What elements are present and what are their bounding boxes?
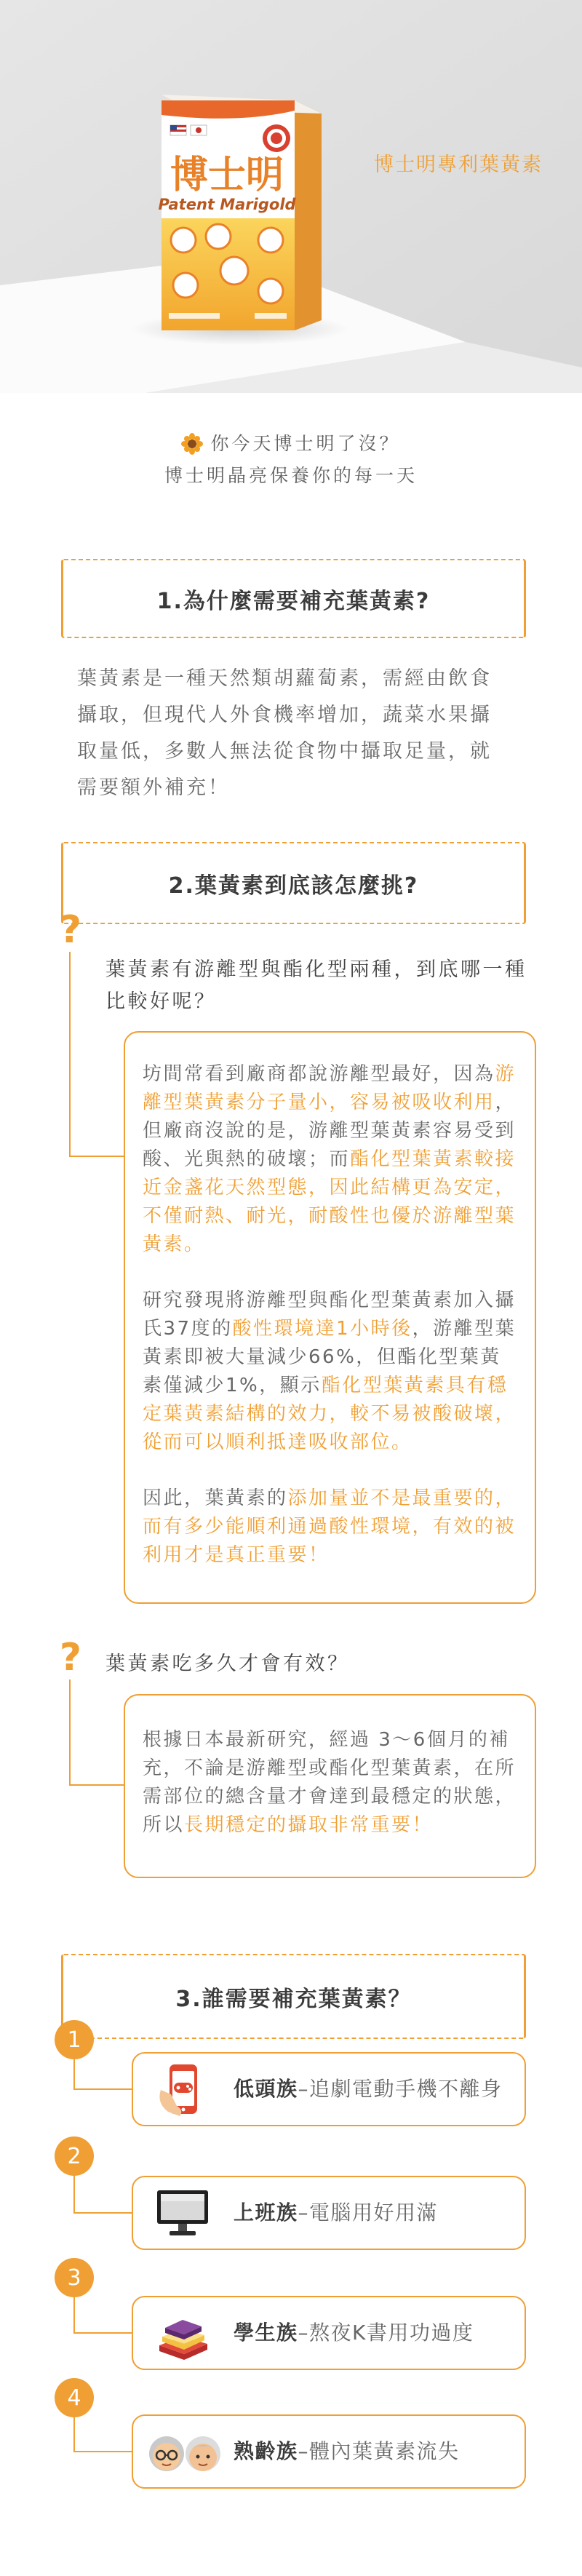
group-name: 學生族: [234, 2321, 298, 2345]
group-name: 低頭族: [234, 2077, 298, 2101]
connector-line: [69, 1679, 71, 1786]
group-name: 上班族: [234, 2201, 298, 2225]
section-1-header: [61, 559, 526, 638]
answer-1-paragraph-3: [143, 1484, 517, 1570]
connector-line: [69, 1156, 124, 1157]
connector-line: [69, 1784, 124, 1786]
text-segment: 研究發現將游離型與酯化型葉黃素加入攝氏37度的: [143, 1289, 517, 1340]
group-description: –電腦用好用滿: [298, 2201, 439, 2225]
connector-line: [69, 952, 71, 1157]
connector-line: [73, 2332, 132, 2334]
answer-2-card: [124, 1694, 536, 1878]
connector-line: [73, 2174, 75, 2214]
group-item: [132, 2176, 526, 2250]
group-item: [132, 2414, 526, 2489]
intro-line-2: 博士明晶亮保養你的每一天: [164, 465, 418, 486]
connector-line: [73, 2416, 75, 2452]
section-2-title: 2.葉黃素到底該怎麼挑?: [168, 872, 419, 899]
text-segment: 游離型葉黃素分子量小，容易被吸收利用: [143, 1063, 517, 1113]
text-segment: 酸性環境達1小時後: [232, 1318, 412, 1340]
text-segment: 添加量並不是最重要的，而有多少能順利通過酸性環境，有效的被利用才是真正重要！: [143, 1487, 517, 1566]
connector-line: [73, 2296, 75, 2334]
answer-1-card: [124, 1031, 536, 1604]
group-description: –體內葉黃素流失: [298, 2439, 460, 2463]
brand-title: 博士明專利葉黃素: [374, 154, 543, 176]
phone-game-icon: [155, 2062, 210, 2118]
sunflower-icon: [181, 433, 203, 455]
box-subtitle: Patent Marigold: [158, 196, 296, 213]
award-badge-icon: [263, 124, 290, 152]
group-item-text: [234, 2054, 503, 2125]
text-segment: ，游離型葉黃素即被大量減少66%，但酯化型葉黃素僅減少1%，顯示: [143, 1318, 517, 1396]
text-segment: 酯化型葉黃素具有穩定葉黃素結構的效力，較不易被酸破壞，從而可以順利抵達吸收部位。: [143, 1375, 517, 1453]
question-2-text: 葉黃素吃多久才會有效？: [105, 1653, 350, 1675]
text-segment: 根據日本最新研究，經過 3～6個月的補充，不論是游離型或酯化型葉黃素，在所需部位的總含量才會達到最穩定的狀態，所以: [143, 1729, 517, 1836]
books-icon: [155, 2306, 210, 2361]
box-brand: 博士明: [170, 153, 284, 197]
group-item-text: [234, 2416, 460, 2487]
elderly-couple-icon: [145, 2425, 226, 2480]
question-mark-icon: ?: [59, 908, 82, 952]
text-segment: 坊間常看到廠商都說游離型最好，因為: [143, 1063, 495, 1085]
text-segment: 酯化型葉黃素較接近金盞花天然型態，因此結構更為安定，不僅耐熱、耐光，耐酸性也優於游離型葉黃素。: [143, 1148, 517, 1255]
connector-line: [73, 2088, 132, 2090]
question-1-text: 葉黃素有游離型與酯化型兩種，到底哪一種比較好呢？: [105, 958, 527, 1013]
section-3-title: 3.誰需要補充葉黃素？: [175, 1986, 412, 2012]
connector-line: [73, 2451, 132, 2452]
section-1-body: 葉黃素是一種天然類胡蘿蔔素，需經由飲食攝取，但現代人外食機率增加，蔬菜水果攝取量低，多數人無法從食物中攝取足量，就需要額外補充！: [77, 667, 492, 799]
intro-tagline: [0, 431, 582, 457]
group-item-text: [234, 2177, 438, 2249]
step-number-badge: 2: [55, 2136, 94, 2176]
text-segment: 長期穩定的攝取非常重要！: [184, 1814, 434, 1836]
computer-monitor-icon: [155, 2186, 210, 2241]
step-number-badge: 3: [55, 2258, 94, 2297]
group-description: –熬夜K書用功過度: [298, 2321, 474, 2345]
group-name: 熟齡族: [234, 2439, 298, 2463]
group-item-text: [234, 2297, 474, 2369]
answer-1-paragraph-1: [143, 1060, 517, 1259]
section-3-header: [61, 1954, 526, 2039]
connector-line: [73, 2212, 132, 2214]
connector-line: [73, 2058, 75, 2090]
answer-1-paragraph-2: [143, 1287, 517, 1457]
text-segment: ，但廠商沒說的是，游離型葉黃素容易受到酸、光與熱的破壞；而: [143, 1092, 517, 1170]
group-description: –追劇電動手機不離身: [298, 2077, 503, 2101]
text-segment: 因此，葉黃素的: [143, 1487, 288, 1509]
step-number-badge: 4: [55, 2378, 94, 2417]
hero-product-photo: [0, 0, 582, 393]
step-number-badge: 1: [55, 2020, 94, 2059]
product-box: [158, 95, 322, 330]
question-mark-icon: ?: [59, 1636, 82, 1679]
answer-2-paragraph-1: [143, 1726, 517, 1840]
group-item: [132, 2052, 526, 2126]
product-scene: [0, 0, 582, 393]
section-1-title: 1.為什麼需要補充葉黃素?: [156, 588, 431, 614]
group-item: [132, 2296, 526, 2370]
section-2-header: [61, 842, 526, 924]
intro-line-1: 你今天博士明了沒？: [210, 433, 401, 454]
